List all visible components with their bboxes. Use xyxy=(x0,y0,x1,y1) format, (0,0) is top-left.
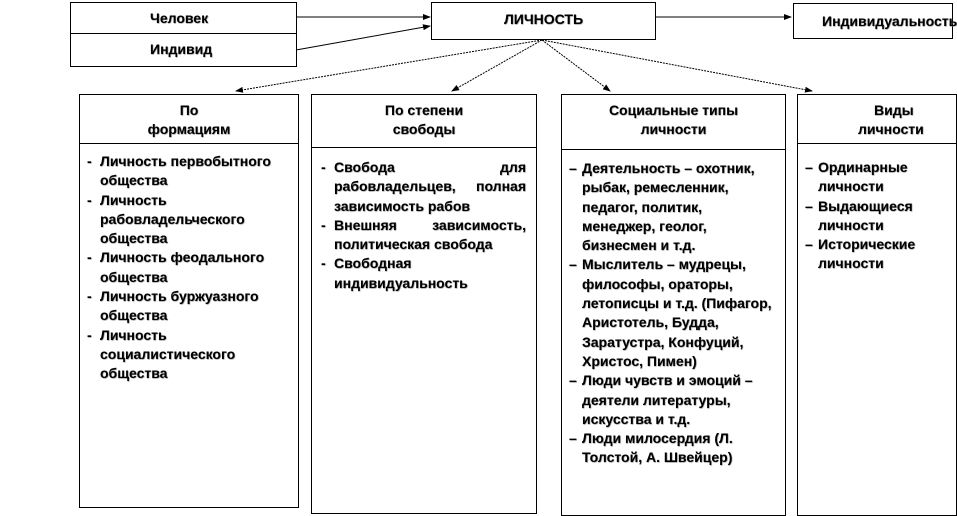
individualnost-label: Индивидуальность xyxy=(822,13,957,29)
list-item: - Личность рабовладельческого общества xyxy=(87,191,245,247)
kinds-header xyxy=(798,95,956,144)
kinds-column xyxy=(797,94,957,516)
list-item: - Свобода для рабовладельцев, полная зависимость рабов xyxy=(321,159,526,214)
list-item: – Выдающиеся личности xyxy=(805,197,913,233)
list-item: – Ординарные личности xyxy=(805,159,908,195)
arrow-individ-to-lichnost xyxy=(296,26,430,50)
freedom-title-1: По степени xyxy=(384,102,464,118)
social-types-title-2: личности xyxy=(640,121,707,137)
list-item: – Деятельность – охотник, рыбак, ремесленник, педагог, политик, менеджер, геолог, бизнесмен и т.д. xyxy=(569,160,755,254)
formations-title-1: По xyxy=(179,102,199,118)
arrow-to-social-types xyxy=(542,40,610,91)
list-item: - Внешняя зависимость, политическая свобода xyxy=(321,216,526,253)
formations-header xyxy=(80,95,298,144)
list-item: – Люди милосердия (Л. Толстой, А. Швейцер) xyxy=(569,430,733,466)
list-item: - Свободная индивидуальность xyxy=(321,255,468,291)
arrow-to-kinds xyxy=(542,40,812,91)
list-item: - Личность первобытного общества xyxy=(87,153,271,189)
individ-label: Индивид xyxy=(150,41,213,57)
social-types-column xyxy=(561,94,786,516)
kinds-title-2: личности xyxy=(858,121,924,137)
social-types-title-1: Социальные типы xyxy=(608,102,739,118)
freedom-title-2: свободы xyxy=(392,121,456,137)
formations-column xyxy=(79,94,299,508)
list-item: - Личность феодального общества xyxy=(87,249,265,285)
list-item: – Люди чувств и эмоций – деятели литературы, искусства и т.д. xyxy=(569,372,753,427)
freedom-header xyxy=(312,95,536,148)
kinds-title-1: Виды xyxy=(874,102,914,118)
lichnost-box xyxy=(431,2,656,40)
social-types-header xyxy=(562,95,785,150)
formations-list xyxy=(84,152,294,384)
social-types-list xyxy=(566,159,778,468)
list-item: – Мыслитель – мудрецы, философы, ораторы, летописцы и т.д. (Пифагор, Аристотель, Будда, Заратустра, Конфуций, Христос, Пимен) xyxy=(569,256,772,369)
formations-title-2: формациям xyxy=(147,121,231,137)
chelovek-label: Человек xyxy=(150,10,209,26)
lichnost-label: ЛИЧНОСТЬ xyxy=(503,11,584,27)
kinds-list xyxy=(802,158,934,274)
individualnost-box xyxy=(793,3,957,39)
list-item: – Исторические личности xyxy=(805,236,916,272)
individ-box xyxy=(70,33,297,67)
freedom-column xyxy=(311,94,537,514)
list-item: - Личность буржуазного общества xyxy=(87,288,259,324)
list-item: - Личность социалистического общества xyxy=(87,326,236,382)
chelovek-box xyxy=(70,2,297,34)
freedom-list xyxy=(318,158,526,293)
